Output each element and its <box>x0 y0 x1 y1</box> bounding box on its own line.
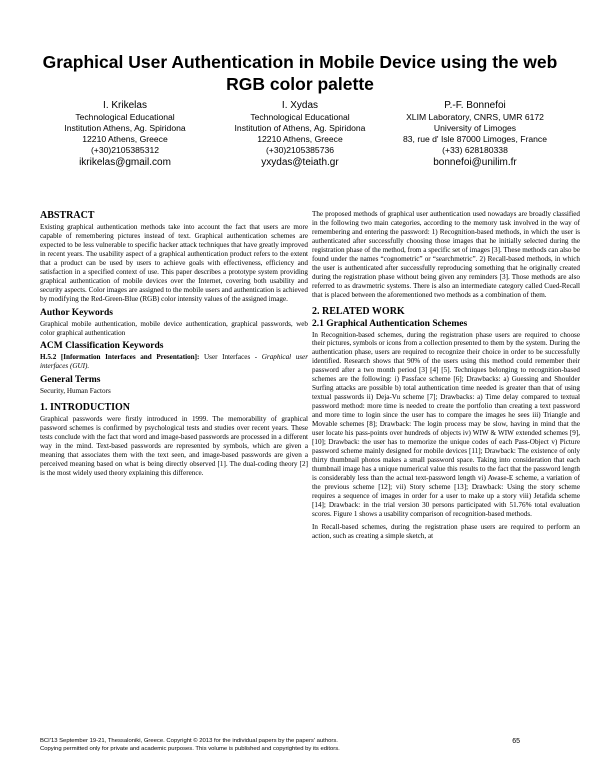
author-phone: (+33) 628180338 <box>442 145 508 155</box>
acm-code: H.5.2 [Information Interfaces and Presentation]: <box>40 353 200 362</box>
general-terms-text: Security, Human Factors <box>40 387 111 396</box>
author-email: bonnefoi@unilim.fr <box>433 157 517 168</box>
author-affiliation-line: Technological Educational <box>250 112 350 122</box>
author-affiliation-line: Technological Educational <box>75 112 175 122</box>
right-column <box>312 210 580 544</box>
author-affiliation-line: 12210 Athens, Greece <box>82 134 168 144</box>
author-affiliation-line: 83, rue d' Isle 87000 Limoges, France <box>403 134 547 144</box>
recall-schemes-text: In Recall-based schemes, during the registration phase users are required to perform an action, such as creating a simple sketch, at <box>312 522 580 540</box>
general-terms-heading: General Terms <box>40 375 101 386</box>
keywords-text: Graphical mobile authentication, mobile device authentication, graphical passwords, web color graphical authentication <box>40 319 308 337</box>
acm-category: User Interfaces - <box>199 353 262 362</box>
author-phone: (+30)2105385736 <box>265 145 335 155</box>
abstract-text: Existing graphical authentication methods take into account the fact that users are more capable of remembering pictures instead of text. Graphical authentication schemes are expected to be less vulnerable to specific hacker attack techniques that have greatly improved in recent years. The usability aspect of a graphical authentication product refers to the extent that a product can be used by users to achieve goals with effectiveness, efficiency and satisfaction in a specified context of use. This paper describes a prototype system providing graphical authentication of mobile devices over the Internet, covering both usability and security aspects. Color images are assigned to the mobile users and authentication is achieved by modifying the Red-Green-Blue (RGB) color intensity values of the assigned image. <box>40 223 308 303</box>
copying-notice: Copying permitted only for private and academic purposes. This volume is published and copyrighted by its editors. <box>40 745 340 752</box>
acm-heading: ACM Classification Keywords <box>40 341 164 352</box>
graphical-schemes-subheading: 2.1 Graphical Authentication Schemes <box>312 318 468 329</box>
introduction-text: Graphical passwords were firstly introduced in 1999. The memorability of graphical password schemes is confirmed by psychological tests and studies over recent years. These tests conclude with the fact that word and image-based passwords are processed in a different way in the mind. Text-based passwords are represented by symbols, which are given a meaning that associates them with the text seen, and image-based passwords are given a perceived meaning based on what is being directly observed [1]. The dual-coding theory [2] is the most widely used theory explaining this difference. <box>40 415 308 478</box>
author-affiliation-line: 12210 Athens, Greece <box>257 134 343 144</box>
author-email: ikrikelas@gmail.com <box>79 157 171 168</box>
author-email: yxydas@teiath.gr <box>261 157 339 168</box>
acm-text <box>40 353 308 371</box>
keywords-heading: Author Keywords <box>40 307 113 318</box>
acm-subcategory: Graphical user interfaces (GUI). <box>40 353 309 371</box>
copyright-line: BCI'13 September 19-21, Thessaloniki, Greece. Copyright © 2013 for the individual papers by the papers' authors. <box>40 738 338 744</box>
author-name: P.-F. Bonnefoi <box>444 100 506 111</box>
author-card <box>215 99 385 169</box>
method-categories-text: The proposed methods of graphical user authentication used nowadays are broadly classified in the following two main categories, according to the memory task involved in the way of remembering and entering the password: 1) Recognition-based methods, in which the user is authenticated after successfully choosing those images that he initially selected during the registration phase of the method, from a specific set of images [3]. These methods can also be found under the names “cognometric” or “searchmetric”. 2) Recall-based methods, in which the user is authenticated after successfully reproducing something that he originally created during the registration phase without being given any reminders [3]. Those methods are also referred to as drawmetric systems. There is also an intermediate category called Cued-Recall that is placed between the aforementioned two methods as a combination of them. <box>312 210 580 299</box>
page-number: 65 <box>512 738 520 745</box>
author-name: I. Krikelas <box>103 100 147 111</box>
left-column <box>40 210 308 482</box>
author-block <box>40 99 560 169</box>
page-footer <box>40 738 560 753</box>
paper-title: Graphical User Authentication in Mobile Device using the web RGB color palette <box>42 52 558 94</box>
introduction-heading: 1. INTRODUCTION <box>40 402 131 414</box>
author-name: I. Xydas <box>281 100 319 111</box>
author-affiliation-line: XLIM Laboratory, CNRS, UMR 6172 <box>406 112 544 122</box>
author-affiliation-line: Institution Athens, Ag. Spiridona <box>64 123 186 133</box>
recognition-schemes-text: In Recognition-based schemes, during the registration phase users are required to choose their pictures, symbols or icons from a collection presented to them by the system. During the authentication phase, users are required to recognize their choice in order to be successfully identified. Research shows that 90% of the users using this method could remember their password after a two month period [3] [4] [5]. Techniques belonging to recognition-based schemes are the following: i) Passface scheme [6]; Drawbacks: a) Guessing and Shoulder Surfing attacks are possible b) total authentication time needed is greater than that of using textual passwords ii) Deja-Vu scheme [7]; Drawbacks: a) Time delay compared to textual password method: more time is needed to create the portfolio than creating a text password and more time to login since the user has to compare the images he sees iii) Triangle and Movable schemes [8]; Drawback: The login process may be slow, having in mind that the user locate his pass-points over hundreds of objects iv) WIW & WIW extended schemes [9], [10]; Drawback: the user has to memorize the unique codes of each Pass-Object v) Picture password scheme mainly designed for mobile devices [11]; Drawback: The existence of only thirty thumbnail photos makes a small password space. Taking into consideration that each thumbnail image has a unique numerical value this results to the fact that the password length is considerably less than the actual text-password length vi) Awase-E scheme, a variation of the previous scheme [12]; vii) Story scheme [13]; Drawback: Using the story scheme requires a sequence of images in order for a user to make up a story viii) Jetafida scheme [14]; Drawback: in the trial version 30 persons participated with 51.76% total evaluation scores. Figure 1 shows a usability comparison of recognition-based methods. <box>312 330 580 518</box>
author-card <box>40 99 210 169</box>
author-phone: (+30)2105385312 <box>90 145 160 155</box>
author-affiliation-line: University of Limoges <box>433 123 517 133</box>
related-work-heading: 2. RELATED WORK <box>312 305 405 317</box>
abstract-heading: ABSTRACT <box>40 210 95 221</box>
author-affiliation-line: Institution of Athens, Ag. Spiridona <box>234 123 366 133</box>
author-card <box>390 99 560 169</box>
